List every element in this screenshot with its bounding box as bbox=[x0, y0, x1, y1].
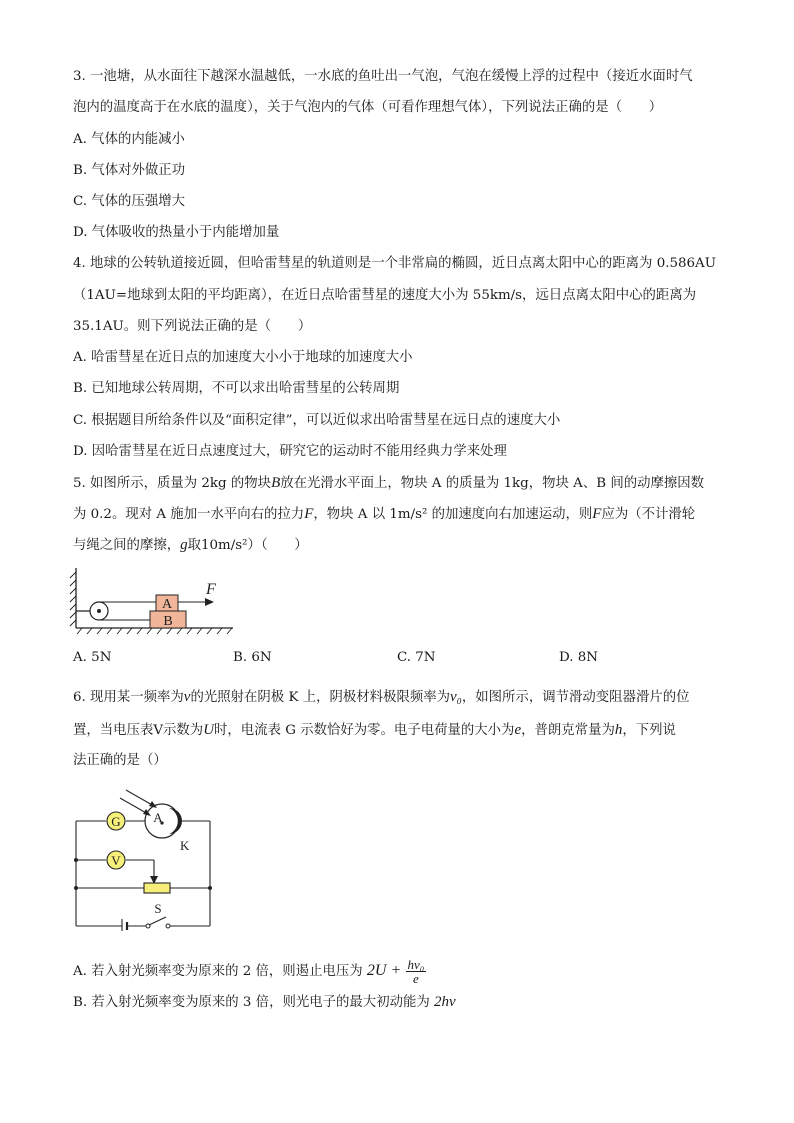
q5-var-f: F bbox=[592, 506, 602, 522]
q4-option-a: A. 哈雷彗星在近日点的加速度大小小于地球的加速度大小 bbox=[73, 350, 413, 365]
q5-var-g: g bbox=[180, 537, 188, 553]
q6-text: 的光照射在阴极 K 上，阴极材料极限频率为 bbox=[190, 690, 450, 705]
q5-stem-line2 bbox=[73, 505, 695, 524]
q5-var-b: B bbox=[271, 475, 281, 491]
q6-switch-label: S bbox=[154, 901, 162, 916]
q6-cathode-label: K bbox=[180, 838, 190, 853]
q6-option-a-fraction bbox=[406, 958, 427, 985]
q5-option-a: A. 5N bbox=[73, 650, 112, 665]
q3-option-a: A. 气体的内能减小 bbox=[73, 132, 185, 147]
q3-option-c: C. 气体的压强增大 bbox=[73, 194, 186, 209]
q6-text: ，下列说 bbox=[622, 723, 676, 738]
q4-stem-line2: （1AU=地球到太阳的平均距离），在近日点哈雷彗星的速度大小为 55km/s，远日点离太阳中心的距离为 bbox=[73, 288, 697, 303]
q6-galvanometer-label: G bbox=[111, 814, 121, 829]
q6-var-e: e bbox=[514, 722, 522, 738]
q6-fraction-denominator: e bbox=[413, 971, 419, 986]
q6-option-b-expr: 2hν bbox=[434, 994, 456, 1010]
q6-stem-line2 bbox=[73, 721, 676, 740]
q5-text: ，物块 A 以 1m/s² 的加速度向右加速运动，则 bbox=[313, 507, 593, 522]
q5-block-a-label: A bbox=[161, 597, 173, 612]
q5-force-label: F bbox=[206, 581, 216, 598]
q6-voltmeter-label: V bbox=[111, 853, 121, 868]
q6-option-a-expr: 2U + bbox=[366, 962, 402, 979]
q6-stem-line1 bbox=[73, 688, 690, 707]
q6-circuit-figure bbox=[66, 786, 216, 931]
q5-text: 5. 如图所示，质量为 2kg 的物块 bbox=[73, 476, 272, 491]
q5-stem-line3 bbox=[73, 536, 308, 555]
q6-anode-label: A bbox=[153, 810, 163, 825]
q6-text: ，普朗克常量为 bbox=[521, 723, 615, 738]
q6-fraction-numerator: hν₀ bbox=[407, 957, 425, 972]
q6-var-nu0: ν₀ bbox=[450, 689, 462, 705]
q3-stem-line1: 3. 一池塘，从水面往下越深水温越低，一水底的鱼吐出一气泡，气泡在缓慢上浮的过程中（接近水面时气 bbox=[73, 69, 693, 84]
q6-option-a bbox=[73, 958, 426, 985]
q6-stem-line3: 法正确的是（） bbox=[73, 753, 167, 768]
q5-text: 放在光滑水平面上，物块 A 的质量为 1kg，物块 A、B 间的动摩擦因数 bbox=[280, 476, 705, 491]
q5-text: 与绳之间的摩擦， bbox=[73, 538, 181, 553]
q5-pulley-figure bbox=[68, 566, 238, 636]
q5-var-f: F bbox=[304, 506, 314, 522]
q5-stem-line1 bbox=[73, 474, 704, 493]
q4-option-b: B. 已知地球公转周期，不可以求出哈雷彗星的公转周期 bbox=[73, 381, 400, 396]
q3-option-b: B. 气体对外做正功 bbox=[73, 163, 186, 178]
q3-stem-line2: 泡内的温度高于在水底的温度），关于气泡内的气体（可看作理想气体），下列说法正确的是（ ） bbox=[73, 100, 663, 115]
q6-option-b-text: B. 若入射光频率变为原来的 3 倍，则光电子的最大初动能为 bbox=[73, 995, 430, 1010]
q3-option-d: D. 气体吸收的热量小于内能增加量 bbox=[73, 225, 280, 240]
q4-option-d: D. 因哈雷彗星在近日点速度过大，研究它的运动时不能用经典力学来处理 bbox=[73, 444, 507, 459]
q5-text: 应为（不计滑轮 bbox=[601, 507, 696, 522]
q6-text: 示数为 bbox=[163, 723, 204, 738]
q5-text: 取10m/s²）（ ） bbox=[187, 538, 308, 553]
q6-var-v: V bbox=[153, 723, 164, 738]
q4-stem-line1: 4. 地球的公转轨道接近圆，但哈雷彗星的轨道则是一个非常扁的椭圆，近日点离太阳中心的距离为 0.586AU bbox=[73, 256, 716, 271]
q5-block-b-label: B bbox=[163, 614, 173, 629]
q6-text: 6. 现用某一频率为 bbox=[73, 690, 184, 705]
q4-stem-line3: 35.1AU。则下列说法正确的是（ ） bbox=[73, 319, 312, 334]
q6-option-a-text: A. 若入射光频率变为原来的 2 倍，则遏止电压为 bbox=[73, 964, 363, 979]
q6-var-nu: ν bbox=[183, 689, 191, 705]
q6-text: ，如图所示，调节滑动变阻器滑片的位 bbox=[461, 690, 690, 705]
q6-var-h: h bbox=[614, 722, 623, 738]
q5-option-d: D. 8N bbox=[559, 650, 599, 665]
q6-text: 置，当电压表 bbox=[73, 723, 154, 738]
q5-text: 为 0.2。现对 A 施加一水平向右的拉力 bbox=[73, 507, 305, 522]
q5-option-c: C. 7N bbox=[397, 650, 436, 665]
q6-option-b bbox=[73, 993, 456, 1012]
q6-text: 时，电流表 G 示数恰好为零。电子电荷量的大小为 bbox=[214, 723, 515, 738]
q5-option-b: B. 6N bbox=[233, 650, 272, 665]
q6-var-u: U bbox=[203, 722, 215, 738]
q4-option-c: C. 根据题目所给条件以及“面积定律”，可以近似求出哈雷彗星在远日点的速度大小 bbox=[73, 413, 561, 428]
